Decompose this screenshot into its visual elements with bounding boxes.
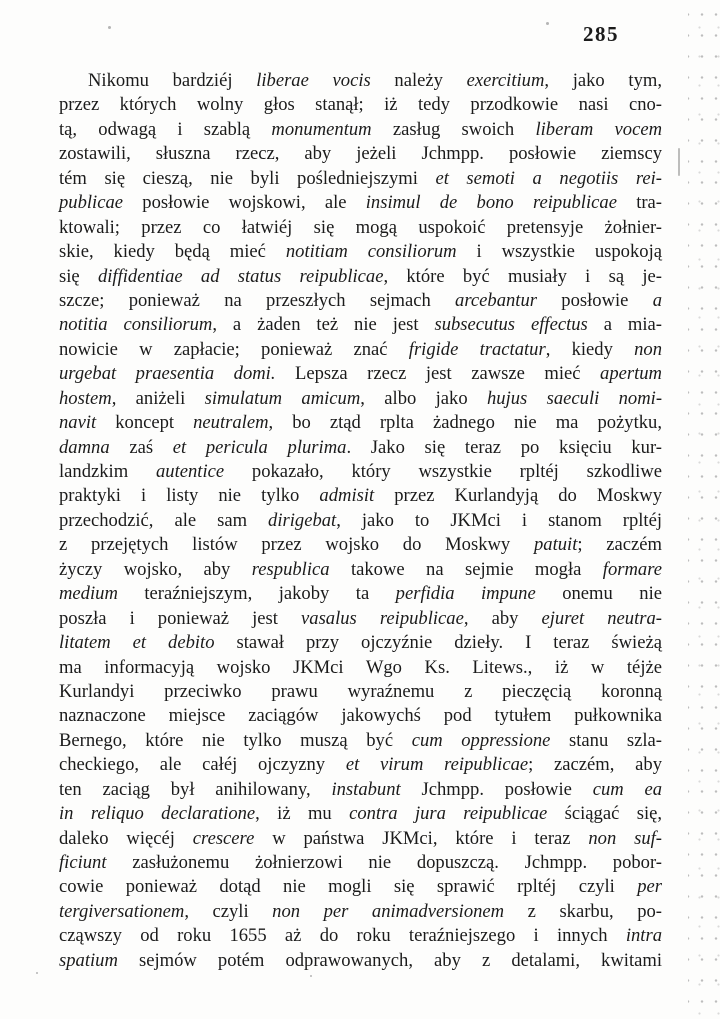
text-line: [59, 924, 662, 948]
text-segment: należy: [370, 70, 467, 91]
text-segment: w państwa JKMci, które i teraz: [254, 827, 589, 849]
text-line: [59, 509, 662, 533]
text-line: [59, 680, 662, 704]
text-line: [59, 533, 662, 557]
text-segment: daleko więcéj: [59, 827, 193, 849]
text-line: [59, 802, 662, 826]
text-line: [59, 93, 662, 117]
text-segment: zasług swoich: [371, 118, 536, 140]
latin-italic-segment: apertum: [600, 363, 662, 385]
page-number: 285: [583, 22, 619, 46]
text-segment: ; zaczém: [577, 534, 662, 556]
latin-italic-segment: diffidentiae ad status reipublicae: [97, 265, 384, 287]
latin-italic-segment: per: [637, 876, 662, 898]
latin-italic-segment: instabunt: [331, 778, 401, 800]
latin-italic-segment: contra jura reipublicae: [349, 803, 548, 825]
latin-italic-segment: insimul de bono reipublicae: [365, 192, 617, 214]
text-segment: ten zaciąg był anihilowany,: [59, 778, 332, 800]
text-segment: poszła i ponieważ jest: [59, 607, 302, 629]
text-segment: życzy wojsko, aby: [59, 558, 252, 580]
text-line: [59, 900, 662, 924]
text-segment: sejmów potém odprawowanych, aby z detalami, kwitami: [117, 949, 662, 971]
text-segment: cząwszy od roku 1655 aż do roku teraźniejszego i innych: [59, 925, 626, 947]
text-segment: nowicie w zapłacie; ponieważ znać: [59, 338, 409, 360]
text-segment: stawał przy ojczyźnie dzieły. I teraz świeżą: [214, 632, 662, 654]
text-segment: przechodzić, ale sam: [59, 509, 269, 531]
latin-italic-segment: simulatum amicum: [204, 387, 361, 409]
text-line: [59, 851, 662, 875]
latin-italic-segment: non: [634, 338, 663, 360]
latin-italic-segment: navit: [59, 412, 97, 434]
latin-italic-segment: formare: [602, 558, 663, 580]
text-segment: teraźniejszym, jakoby ta: [117, 583, 396, 605]
text-segment: się: [59, 265, 98, 287]
latin-italic-segment: subsecutus effectus: [434, 314, 588, 336]
latin-italic-segment: intra: [625, 925, 662, 947]
text-line: [59, 69, 662, 93]
scan-dot: [546, 22, 549, 25]
text-segment: naznaczone miejsce zaciągów jakowychś pod tytułem pułkownika: [59, 705, 662, 727]
latin-italic-segment: litatem et debito: [59, 632, 215, 654]
latin-italic-segment: crescere: [192, 827, 255, 849]
text-line: [59, 118, 662, 142]
latin-italic-segment: et semoti a negotiis rei-: [435, 167, 662, 189]
latin-italic-segment: medium: [59, 583, 118, 605]
latin-italic-segment: tergiversationem: [59, 900, 185, 922]
text-segment: , a żaden też nie jest: [212, 314, 435, 336]
latin-italic-segment: in reliquo declaratione: [59, 803, 256, 825]
text-segment: koncept: [96, 412, 194, 434]
text-segment: , albo jako: [360, 387, 487, 409]
text-segment: a mia-: [587, 314, 662, 336]
scan-dot: [108, 26, 111, 29]
text-segment: takowe na sejmie mogła: [329, 558, 603, 580]
latin-italic-segment: admisit: [319, 485, 375, 507]
text-line: [59, 265, 662, 289]
text-segment: ma informacyją wojsko JKMci Wgo Ks. Litews., iż w téjże: [59, 656, 662, 678]
text-line: [59, 827, 662, 851]
latin-italic-segment: ficiunt: [59, 852, 107, 873]
text-segment: skie, kiedy będą mieć: [59, 241, 286, 263]
text-line: [59, 362, 662, 386]
latin-italic-segment: cum ea: [592, 778, 663, 800]
text-line: [59, 460, 662, 484]
text-segment: tém się cieszą, nie byli pośledniejszymi: [59, 167, 436, 189]
text-line: [59, 753, 662, 777]
latin-italic-segment: patuit: [533, 534, 578, 556]
latin-italic-segment: ejuret neutra-: [541, 607, 662, 629]
text-line: [59, 607, 662, 631]
latin-italic-segment: damna: [59, 436, 110, 458]
text-segment: przez Kurlandyją do Moskwy: [374, 485, 663, 507]
text-line: [59, 656, 662, 680]
latin-italic-segment: et virum reipublicae: [345, 754, 529, 776]
text-segment: zaś: [109, 436, 173, 458]
scan-dot: [36, 972, 38, 974]
text-line: [59, 411, 662, 435]
text-line: [59, 704, 662, 728]
latin-italic-segment: perfidia impune: [395, 583, 536, 605]
text-segment: cowie ponieważ dotąd nie mogli się sprawić rpltéj czyli: [59, 876, 638, 898]
latin-italic-segment: neutralem: [193, 412, 269, 434]
text-segment: zasłużonemu żołnierzowi nie dopuszczą. Jchmpp. pobor-: [106, 852, 662, 873]
latin-italic-segment: respublica: [251, 558, 330, 580]
text-segment: , bo ztąd rplta żadnego nie ma pożytku,: [268, 412, 662, 434]
text-segment: z skarbu, po-: [504, 900, 662, 922]
latin-italic-segment: monumentum: [271, 118, 372, 140]
scan-noise-right-edge: [688, 0, 720, 1019]
text-segment: ściągać się,: [547, 803, 663, 825]
text-line: [59, 191, 662, 215]
latin-italic-segment: publicae: [59, 192, 124, 214]
scan-dot: [310, 975, 312, 977]
scan-artifact-mark: [678, 148, 680, 176]
latin-italic-segment: hujus saeculi nomi-: [486, 387, 663, 409]
text-segment: tą, odwagą i szablą: [59, 118, 272, 140]
text-segment: Bernego, które nie tylko muszą być: [59, 729, 412, 751]
text-segment: posłowie wojskowi, ale: [123, 192, 366, 214]
text-line: [59, 240, 662, 264]
latin-italic-segment: arcebantur: [455, 289, 537, 311]
text-segment: , które być musiały i są je-: [383, 265, 662, 287]
text-segment: stanu szla-: [550, 729, 662, 751]
latin-italic-segment: exercitium: [466, 70, 545, 91]
latin-italic-segment: liberam vocem: [535, 118, 663, 140]
text-segment: onemu nie: [535, 583, 663, 605]
latin-italic-segment: a: [652, 289, 663, 311]
text-segment: , aby: [463, 607, 542, 629]
text-segment: . Jako się teraz po księciu kur-: [346, 436, 662, 458]
latin-italic-segment: non suf-: [588, 827, 662, 849]
latin-italic-segment: non per animadversionem: [272, 900, 505, 922]
text-segment: Nikomu bardziéj: [88, 70, 257, 91]
latin-italic-segment: spatium: [59, 949, 118, 971]
text-line: [59, 289, 662, 313]
text-segment: , czyli: [184, 900, 273, 922]
text-segment: , aniżeli: [111, 387, 205, 409]
text-line: [59, 313, 662, 337]
text-segment: posłowie: [537, 289, 653, 311]
text-segment: landzkim: [59, 461, 156, 482]
text-segment: , iż mu: [255, 803, 350, 825]
text-segment: Lepsza rzecz jest zawsze mieć: [275, 363, 601, 385]
text-line: [59, 875, 662, 899]
text-line: [59, 216, 662, 240]
text-segment: praktyki i listy nie tylko: [59, 485, 320, 507]
text-segment: i wszystkie uspokoją: [456, 241, 662, 263]
text-line: [59, 142, 662, 166]
text-line: [59, 167, 662, 191]
latin-italic-segment: urgebat praesentia domi.: [59, 363, 276, 385]
text-segment: , jako to JKMci i stanom rpltéj: [336, 509, 663, 531]
latin-italic-segment: notitia consiliorum: [59, 314, 213, 336]
text-segment: przez których wolny głos stanął; iż tedy przodkowie nasi cno-: [59, 94, 662, 116]
text-line: [59, 949, 662, 973]
text-segment: ktowali; przez co łatwiéj się mogą uspokoić pretensyje żołnier-: [59, 216, 662, 238]
text-segment: ; zaczém, aby: [528, 754, 663, 776]
latin-italic-segment: et pericula plurima: [172, 436, 347, 458]
page-text: [59, 69, 662, 973]
text-line: [59, 387, 662, 411]
latin-italic-segment: cum oppressione: [411, 729, 551, 751]
text-line: [59, 582, 662, 606]
text-segment: , jako tym,: [544, 70, 662, 91]
latin-italic-segment: notitiam consiliorum: [285, 241, 457, 263]
latin-italic-segment: vasalus reipublicae: [301, 607, 464, 629]
text-segment: zostawili, słuszna rzecz, aby jeżeli Jchmpp. posłowie ziemscy: [59, 143, 662, 165]
text-line: [59, 778, 662, 802]
text-segment: Kurlandyi przeciwko prawu wyraźnemu z pieczęcią koronną: [59, 680, 662, 702]
latin-italic-segment: autentice: [155, 461, 225, 482]
text-segment: tra-: [616, 192, 662, 214]
text-segment: pokazało, który wszystkie rpltéj szkodliwe: [224, 461, 663, 482]
text-segment: , kiedy: [545, 338, 635, 360]
text-line: [59, 484, 662, 508]
text-line: [59, 631, 662, 655]
text-segment: z przejętych listów przez wojsko do Moskwy: [59, 534, 534, 556]
text-segment: Jchmpp. posłowie: [400, 778, 593, 800]
text-line: [59, 436, 662, 460]
text-line: [59, 558, 662, 582]
text-line: [59, 338, 662, 362]
latin-italic-segment: liberae vocis: [256, 70, 371, 91]
latin-italic-segment: hostem: [59, 387, 112, 409]
latin-italic-segment: dirigebat: [268, 509, 337, 531]
text-segment: checkiego, ale całéj ojczyzny: [59, 754, 346, 776]
latin-italic-segment: frigide tractatur: [408, 338, 546, 360]
text-segment: szcze; ponieważ na przeszłych sejmach: [59, 289, 456, 311]
text-line: [59, 729, 662, 753]
